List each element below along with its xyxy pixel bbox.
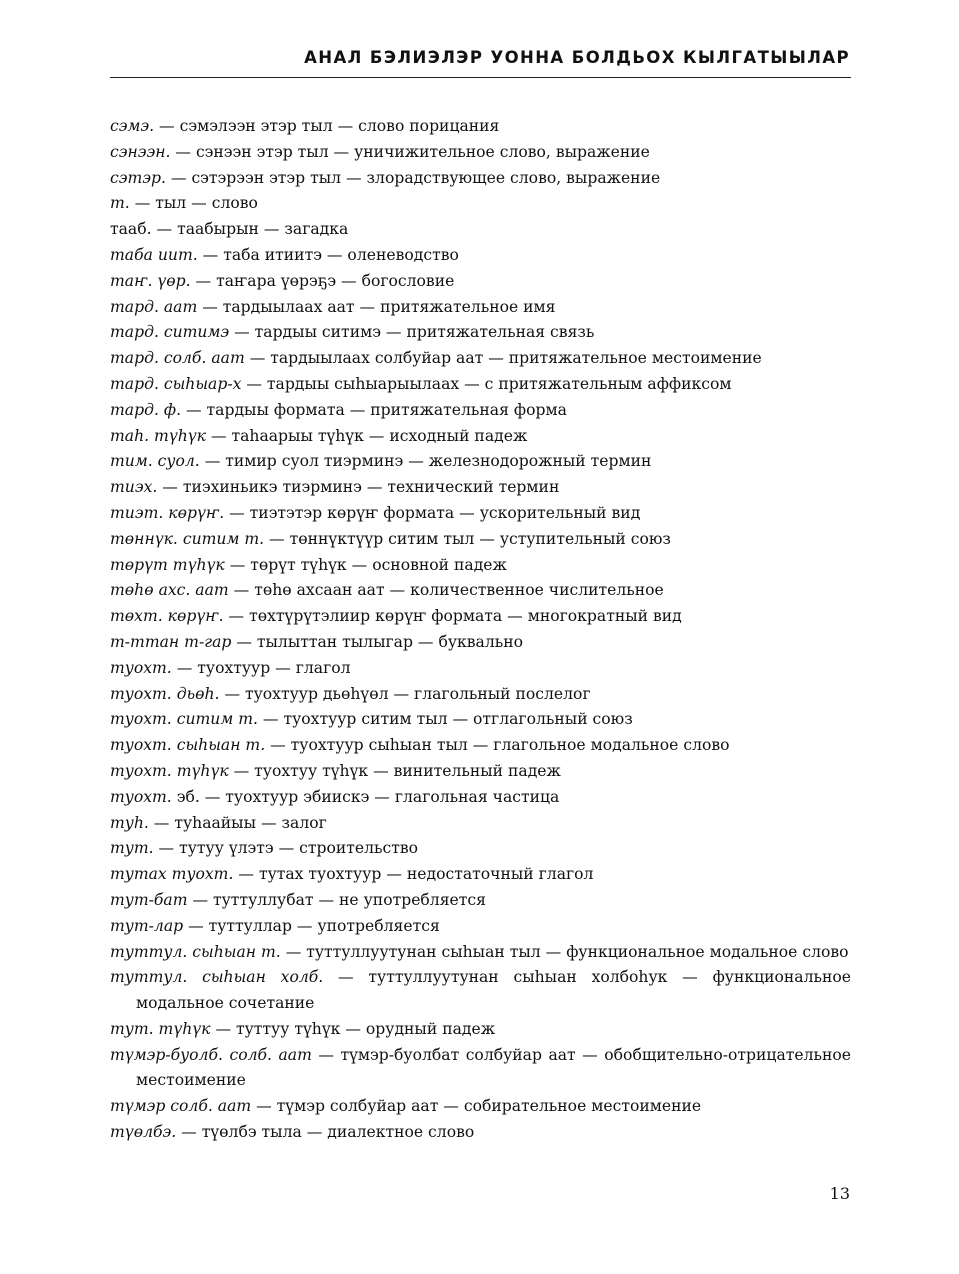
entry-abbreviation: таһ. түһүк	[110, 426, 206, 445]
abbreviation-entry	[110, 1120, 851, 1146]
entry-definition: — таба итиитэ — оленеводство	[197, 245, 459, 264]
abbreviation-entry	[110, 682, 851, 708]
entry-definition: — түмэр-буолбат солбуйар аат — обобщительно-отрицательное местоимение	[136, 1045, 851, 1090]
entry-abbreviation: тард. солб. аат	[110, 349, 245, 368]
entry-definition: — тардыылаах аат — притяжательное имя	[197, 297, 556, 316]
entry-definition: — тимир суол тиэрминэ — железнодорожный термин	[199, 452, 652, 471]
abbreviation-entry	[110, 114, 851, 140]
abbreviation-entry	[110, 733, 851, 759]
abbreviation-entry	[110, 320, 851, 346]
abbreviation-entry	[110, 269, 851, 295]
entry-abbreviation: тут. түһүк	[110, 1019, 211, 1038]
entry-definition: — тиэтэтэр көрүҥ формата — ускорительный вид	[224, 503, 641, 522]
abbreviation-entry	[110, 940, 851, 966]
entry-definition: — сэнээн этэр тыл — уничижительное слово, выражение	[170, 142, 650, 161]
entry-abbreviation: төһө ахс. аат	[110, 581, 229, 600]
entry-abbreviation: туохт. сыһыан т.	[110, 736, 266, 755]
entry-definition: — төһө ахсаан аат — количественное числительное	[228, 581, 664, 600]
entry-abbreviation: тут.	[110, 839, 154, 858]
entry-definition: — туттуллуутунан сыһыан тыл — функциональное модальное слово	[280, 942, 849, 961]
entry-definition: — төрүт түһүк — основной падеж	[224, 555, 507, 574]
entry-abbreviation: туохт. ситим т.	[110, 710, 258, 729]
entry-definition: — сэтэрээн этэр тыл — злорадствующее слово, выражение	[165, 168, 661, 187]
abbreviation-entry	[110, 553, 851, 579]
entry-definition: — таһаарыы түһүк — исходный падеж	[205, 426, 528, 445]
entry-definition: — төннүктүүр ситим тыл — уступительный союз	[264, 529, 671, 548]
entry-definition: — түмэр солбуйар аат — собирательное местоимение	[251, 1097, 702, 1116]
abbreviation-entry	[110, 785, 851, 811]
entry-abbreviation: сэтэр.	[110, 168, 166, 187]
entry-definition: — тылыттан тылыгар — буквально	[231, 632, 524, 651]
abbreviation-entry	[110, 888, 851, 914]
entry-abbreviation: тиэх.	[110, 478, 158, 497]
entry-definition: — сэмэлээн этэр тыл — слово порицания	[154, 117, 500, 135]
entry-abbreviation: тард. ф.	[110, 400, 182, 419]
abbreviation-entry	[110, 191, 851, 217]
abbreviation-entry	[110, 1017, 851, 1043]
abbreviation-entry	[110, 914, 851, 940]
entry-definition: — туһаайыы — залог	[148, 813, 327, 832]
abbreviation-entry	[110, 372, 851, 398]
entry-abbreviation: т-ттан т-гар	[110, 632, 232, 651]
abbreviation-entry	[110, 1043, 851, 1095]
entry-abbreviation: таҥ. үөр.	[110, 271, 191, 290]
entry-abbreviation: төхт. көрүҥ.	[110, 607, 224, 626]
entry-definition: — туттуллуутунан сыһыан холбоһук — функциональное модальное сочетание	[136, 968, 851, 1013]
entry-abbreviation: сэнээн.	[110, 142, 171, 161]
entry-abbreviation: тим. суол.	[110, 452, 200, 471]
abbreviation-entry	[110, 759, 851, 785]
entry-definition: — тардыы сыһыарыылаах — с притяжательным аффиксом	[241, 374, 732, 393]
entry-definition: — туохтуур дьөһүөл — глагольный послелог	[219, 684, 591, 703]
abbreviation-entry	[110, 527, 851, 553]
entry-abbreviation: түмэр солб. аат	[110, 1097, 252, 1116]
entry-abbreviation: тард. ситимэ	[110, 323, 230, 342]
abbreviation-entry	[110, 501, 851, 527]
entry-definition: — туттуллар — употребляется	[183, 916, 440, 935]
abbreviation-entry	[110, 1094, 851, 1120]
entry-definition: — тардыы формата — притяжательная форма	[181, 400, 567, 419]
entry-definition: эб. — туохтуур эбиискэ — глагольная частица	[171, 787, 560, 806]
abbreviation-entry	[110, 424, 851, 450]
entry-definition: — туохтуур сыһыан тыл — глагольное модальное слово	[265, 736, 730, 755]
entry-abbreviation: туохт. дьөһ.	[110, 684, 220, 703]
entry-definition: — туттуу түһүк — орудный падеж	[210, 1019, 496, 1038]
abbreviation-entry	[110, 166, 851, 192]
abbreviation-entry	[110, 656, 851, 682]
entry-definition: — тиэхиньикэ тиэрминэ — технический термин	[157, 478, 560, 497]
abbreviation-entry	[110, 475, 851, 501]
abbreviation-entry	[110, 398, 851, 424]
abbreviation-entry	[110, 630, 851, 656]
running-head-title: АНАЛ БЭЛИЭЛЭР УОННА БОЛДЬОХ КЫЛГАТЫЫЛАР	[304, 48, 850, 67]
entry-abbreviation: таба иит.	[110, 245, 198, 264]
entry-definition: — тутуу үлэтэ — строительство	[153, 839, 419, 858]
entry-abbreviation: төрүт түһүк	[110, 555, 225, 574]
entry-abbreviation: түөлбэ.	[110, 1123, 177, 1142]
entry-definition: — туохтуур ситим тыл — отглагольный союз	[257, 710, 633, 729]
entry-abbreviation: туохт. түһүк	[110, 761, 229, 780]
entry-abbreviation: туохт.	[110, 787, 172, 806]
abbreviation-entry	[110, 836, 851, 862]
abbreviation-entry	[110, 965, 851, 1017]
entry-abbreviation: туһ.	[110, 813, 149, 832]
entry-definition: — тутах туохтуур — недостаточный глагол	[233, 865, 594, 884]
abbreviation-entry	[110, 862, 851, 888]
entry-abbreviation: туттул. сыһыан холб.	[110, 968, 324, 987]
entry-definition: — тыл — слово	[129, 194, 258, 213]
abbreviation-entry	[110, 578, 851, 604]
abbreviation-list	[110, 114, 851, 1146]
entry-definition: — түөлбэ тыла — диалектное слово	[176, 1123, 475, 1142]
abbreviation-entry	[110, 243, 851, 269]
entry-definition: — таҥара үөрэҕэ — богословие	[190, 271, 455, 290]
entry-definition: — тардыы ситимэ — притяжательная связь	[229, 323, 595, 342]
entry-definition: — тардыылаах солбуйар аат — притяжательное местоимение	[244, 349, 762, 368]
header-divider	[110, 77, 851, 78]
entry-abbreviation: тиэт. көрүҥ.	[110, 503, 225, 522]
entry-abbreviation: т.	[110, 194, 130, 213]
abbreviation-entry	[110, 217, 851, 243]
abbreviation-entry	[110, 140, 851, 166]
entry-definition: — туттуллубат — не употребляется	[187, 890, 486, 909]
abbreviation-entry	[110, 811, 851, 837]
abbreviation-entry	[110, 604, 851, 630]
abbreviation-entry	[110, 346, 851, 372]
abbreviation-entry	[110, 707, 851, 733]
page-number: 13	[829, 1184, 850, 1203]
entry-abbreviation: тард. аат	[110, 297, 198, 316]
entry-definition: тааб. — таабырын — загадка	[110, 220, 349, 239]
entry-abbreviation: түмэр-буолб. солб. аат	[110, 1045, 312, 1064]
abbreviation-entry	[110, 449, 851, 475]
entry-abbreviation: тут-лар	[110, 916, 184, 935]
entry-definition: — төхтүрүтэлиир көрүҥ формата — многократный вид	[223, 607, 682, 626]
entry-definition: — туохтуу түһүк — винительный падеж	[228, 761, 561, 780]
entry-abbreviation: туттул. сыһыан т.	[110, 942, 281, 961]
entry-abbreviation: сэмэ.	[110, 117, 155, 135]
entry-abbreviation: тутах туохт.	[110, 865, 234, 884]
entry-abbreviation: туохт.	[110, 658, 172, 677]
entry-abbreviation: тут-бат	[110, 890, 188, 909]
abbreviation-entry	[110, 295, 851, 321]
entry-abbreviation: тард. сыһыар-х	[110, 374, 242, 393]
entry-definition: — туохтуур — глагол	[171, 658, 351, 677]
entry-abbreviation: төннүк. ситим т.	[110, 529, 265, 548]
